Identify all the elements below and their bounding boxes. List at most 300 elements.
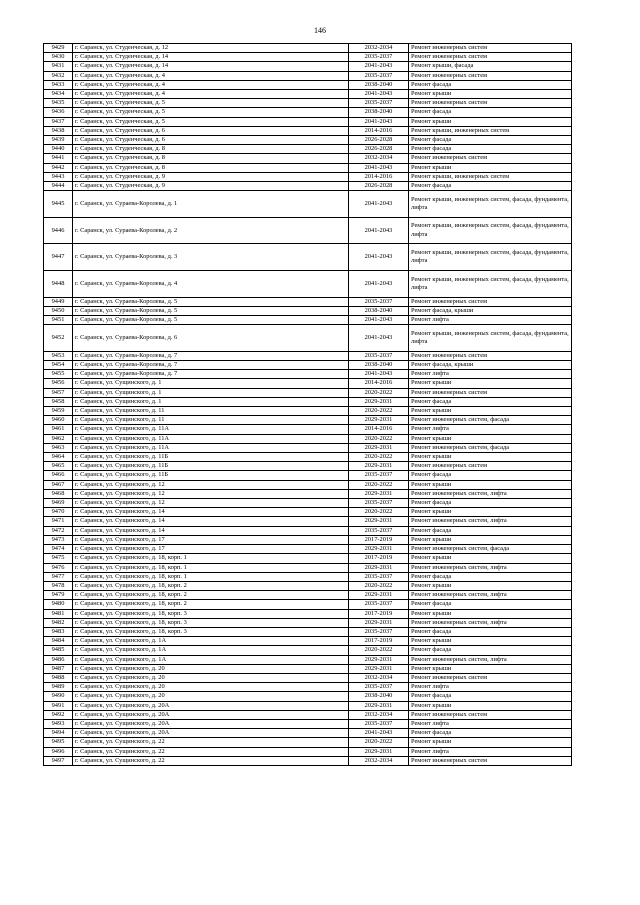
work-type-cell: Ремонт фасада — [409, 108, 572, 117]
table-row — [44, 217, 572, 244]
row-number-cell: 9468 — [44, 489, 73, 498]
period-cell: 2029-2031 — [349, 618, 409, 627]
work-type-cell: Ремонт инженерных систем, лифта — [409, 489, 572, 498]
table-row — [44, 591, 572, 600]
address-cell: г. Саранск, ул. Сущинского, д. 17 — [73, 535, 349, 544]
row-number-cell: 9484 — [44, 637, 73, 646]
work-type-cell: Ремонт лифта — [409, 370, 572, 379]
address-cell: г. Саранск, ул. Сущинского, д. 18, корп. 2 — [73, 591, 349, 600]
table-row — [44, 545, 572, 554]
address-cell: г. Саранск, ул. Сущинского, д. 18, корп. 1 — [73, 563, 349, 572]
address-cell: г. Саранск, ул. Сущинского, д. 11А — [73, 434, 349, 443]
work-type-cell: Ремонт инженерных систем, лифта — [409, 563, 572, 572]
address-cell: г. Саранск, ул. Студенческая, д. 14 — [73, 62, 349, 71]
address-cell: г. Саранск, ул. Сущинского, д. 22 — [73, 756, 349, 765]
table-row — [44, 172, 572, 181]
work-type-cell: Ремонт фасада — [409, 692, 572, 701]
address-cell: г. Саранск, ул. Сущинского, д. 18, корп. 1 — [73, 554, 349, 563]
period-cell: 2035-2037 — [349, 572, 409, 581]
work-type-cell: Ремонт лифта — [409, 316, 572, 325]
table-row — [44, 453, 572, 462]
address-cell: г. Саранск, ул. Студенческая, д. 4 — [73, 90, 349, 99]
address-cell: г. Саранск, ул. Сущинского, д. 18, корп. 3 — [73, 627, 349, 636]
row-number-cell: 9467 — [44, 480, 73, 489]
row-number-cell: 9438 — [44, 126, 73, 135]
table-row — [44, 244, 572, 271]
work-type-cell: Ремонт фасада — [409, 729, 572, 738]
row-number-cell: 9430 — [44, 53, 73, 62]
work-type-cell: Ремонт крыши — [409, 117, 572, 126]
table-row — [44, 609, 572, 618]
table-row — [44, 729, 572, 738]
table-row — [44, 480, 572, 489]
work-type-cell: Ремонт фасада — [409, 182, 572, 191]
period-cell: 2032-2034 — [349, 710, 409, 719]
work-type-cell: Ремонт фасада — [409, 80, 572, 89]
table-row — [44, 117, 572, 126]
row-number-cell: 9451 — [44, 316, 73, 325]
address-cell: г. Саранск, ул. Сущинского, д. 22 — [73, 738, 349, 747]
period-cell: 2029-2031 — [349, 545, 409, 554]
address-cell: г. Саранск, ул. Сущинского, д. 20А — [73, 710, 349, 719]
address-cell: г. Саранск, ул. Сураева-Королева, д. 1 — [73, 191, 349, 218]
work-type-cell: Ремонт инженерных систем — [409, 71, 572, 80]
row-number-cell: 9472 — [44, 526, 73, 535]
table-row — [44, 673, 572, 682]
address-cell: г. Саранск, ул. Сущинского, д. 14 — [73, 526, 349, 535]
address-cell: г. Саранск, ул. Сураева-Королева, д. 5 — [73, 316, 349, 325]
work-type-cell: Ремонт инженерных систем — [409, 99, 572, 108]
period-cell: 2041-2043 — [349, 370, 409, 379]
table-row — [44, 600, 572, 609]
address-cell: г. Саранск, ул. Студенческая, д. 5 — [73, 117, 349, 126]
table-row — [44, 351, 572, 360]
work-type-cell: Ремонт фасада — [409, 646, 572, 655]
row-number-cell: 9455 — [44, 370, 73, 379]
work-type-cell: Ремонт инженерных систем, фасада — [409, 443, 572, 452]
row-number-cell: 9432 — [44, 71, 73, 80]
address-cell: г. Саранск, ул. Сураева-Королева, д. 4 — [73, 271, 349, 298]
table-row — [44, 80, 572, 89]
address-cell: г. Саранск, ул. Сущинского, д. 20А — [73, 719, 349, 728]
table-row — [44, 655, 572, 664]
table-row — [44, 443, 572, 452]
address-cell: г. Саранск, ул. Студенческая, д. 9 — [73, 182, 349, 191]
period-cell: 2029-2031 — [349, 591, 409, 600]
row-number-cell: 9475 — [44, 554, 73, 563]
row-number-cell: 9493 — [44, 719, 73, 728]
address-cell: г. Саранск, ул. Сущинского, д. 11 — [73, 416, 349, 425]
period-cell: 2020-2022 — [349, 646, 409, 655]
table-row — [44, 572, 572, 581]
work-type-cell: Ремонт инженерных систем, лифта — [409, 591, 572, 600]
work-type-cell: Ремонт крыши, инженерных систем — [409, 126, 572, 135]
row-number-cell: 9478 — [44, 581, 73, 590]
period-cell: 2029-2031 — [349, 517, 409, 526]
table-row — [44, 297, 572, 306]
address-cell: г. Саранск, ул. Сураева-Королева, д. 7 — [73, 361, 349, 370]
table-row — [44, 471, 572, 480]
row-number-cell: 9491 — [44, 701, 73, 710]
address-cell: г. Саранск, ул. Сущинского, д. 12 — [73, 489, 349, 498]
work-type-cell: Ремонт крыши — [409, 434, 572, 443]
row-number-cell: 9466 — [44, 471, 73, 480]
period-cell: 2020-2022 — [349, 738, 409, 747]
work-type-cell: Ремонт инженерных систем — [409, 756, 572, 765]
row-number-cell: 9462 — [44, 434, 73, 443]
row-number-cell: 9454 — [44, 361, 73, 370]
table-row — [44, 563, 572, 572]
work-type-cell: Ремонт крыши — [409, 480, 572, 489]
table-row — [44, 508, 572, 517]
period-cell: 2041-2043 — [349, 729, 409, 738]
work-type-cell: Ремонт инженерных систем — [409, 388, 572, 397]
repair-schedule-table — [43, 43, 572, 766]
period-cell: 2041-2043 — [349, 316, 409, 325]
row-number-cell: 9483 — [44, 627, 73, 636]
work-type-cell: Ремонт крыши — [409, 163, 572, 172]
work-type-cell: Ремонт крыши — [409, 637, 572, 646]
address-cell: г. Саранск, ул. Студенческая, д. 9 — [73, 172, 349, 181]
address-cell: г. Саранск, ул. Сущинского, д. 12 — [73, 480, 349, 489]
period-cell: 2032-2034 — [349, 154, 409, 163]
table-row — [44, 462, 572, 471]
row-number-cell: 9469 — [44, 499, 73, 508]
period-cell: 2014-2016 — [349, 425, 409, 434]
period-cell: 2035-2037 — [349, 351, 409, 360]
address-cell: г. Саранск, ул. Сураева-Королева, д. 7 — [73, 351, 349, 360]
period-cell: 2035-2037 — [349, 53, 409, 62]
address-cell: г. Саранск, ул. Студенческая, д. 8 — [73, 163, 349, 172]
address-cell: г. Саранск, ул. Сущинского, д. 11Б — [73, 471, 349, 480]
row-number-cell: 9452 — [44, 325, 73, 352]
table-row — [44, 154, 572, 163]
row-number-cell: 9456 — [44, 379, 73, 388]
row-number-cell: 9450 — [44, 306, 73, 315]
row-number-cell: 9446 — [44, 217, 73, 244]
period-cell: 2038-2040 — [349, 692, 409, 701]
work-type-cell: Ремонт крыши — [409, 90, 572, 99]
table-row — [44, 692, 572, 701]
address-cell: г. Саранск, ул. Сущинского, д. 22 — [73, 747, 349, 756]
row-number-cell: 9497 — [44, 756, 73, 765]
address-cell: г. Саранск, ул. Студенческая, д. 4 — [73, 71, 349, 80]
period-cell: 2041-2043 — [349, 217, 409, 244]
period-cell: 2041-2043 — [349, 191, 409, 218]
page-number: 146 — [314, 26, 326, 35]
row-number-cell: 9486 — [44, 655, 73, 664]
work-type-cell: Ремонт крыши — [409, 701, 572, 710]
address-cell: г. Саранск, ул. Сущинского, д. 1А — [73, 655, 349, 664]
row-number-cell: 9474 — [44, 545, 73, 554]
row-number-cell: 9488 — [44, 673, 73, 682]
table-row — [44, 90, 572, 99]
row-number-cell: 9490 — [44, 692, 73, 701]
address-cell: г. Саранск, ул. Сураева-Королева, д. 5 — [73, 297, 349, 306]
period-cell: 2026-2028 — [349, 136, 409, 145]
period-cell: 2029-2031 — [349, 416, 409, 425]
work-type-cell: Ремонт крыши, инженерных систем, фасада, фундамента, лифта — [409, 217, 572, 244]
row-number-cell: 9447 — [44, 244, 73, 271]
work-type-cell: Ремонт крыши, инженерных систем — [409, 172, 572, 181]
work-type-cell: Ремонт фасада — [409, 397, 572, 406]
address-cell: г. Саранск, ул. Студенческая, д. 12 — [73, 44, 349, 53]
work-type-cell: Ремонт крыши, фасада — [409, 62, 572, 71]
work-type-cell: Ремонт инженерных систем — [409, 297, 572, 306]
row-number-cell: 9479 — [44, 591, 73, 600]
period-cell: 2029-2031 — [349, 655, 409, 664]
address-cell: г. Саранск, ул. Студенческая, д. 5 — [73, 99, 349, 108]
work-type-cell: Ремонт фасада, крыши — [409, 306, 572, 315]
period-cell: 2041-2043 — [349, 271, 409, 298]
table-row — [44, 489, 572, 498]
period-cell: 2035-2037 — [349, 499, 409, 508]
work-type-cell: Ремонт крыши — [409, 609, 572, 618]
row-number-cell: 9434 — [44, 90, 73, 99]
table-row — [44, 271, 572, 298]
period-cell: 2020-2022 — [349, 407, 409, 416]
address-cell: г. Саранск, ул. Сущинского, д. 18, корп. 2 — [73, 600, 349, 609]
address-cell: г. Саранск, ул. Сущинского, д. 14 — [73, 508, 349, 517]
table-row — [44, 683, 572, 692]
address-cell: г. Саранск, ул. Сущинского, д. 1 — [73, 397, 349, 406]
row-number-cell: 9487 — [44, 664, 73, 673]
work-type-cell: Ремонт крыши, инженерных систем, фасада, фундамента, лифта — [409, 191, 572, 218]
period-cell: 2029-2031 — [349, 563, 409, 572]
work-type-cell: Ремонт лифта — [409, 683, 572, 692]
table-row — [44, 53, 572, 62]
work-type-cell: Ремонт фасада — [409, 136, 572, 145]
table-row — [44, 554, 572, 563]
table-row — [44, 325, 572, 352]
row-number-cell: 9457 — [44, 388, 73, 397]
period-cell: 2032-2034 — [349, 44, 409, 53]
period-cell: 2041-2043 — [349, 117, 409, 126]
table-row — [44, 163, 572, 172]
period-cell: 2017-2019 — [349, 554, 409, 563]
period-cell: 2035-2037 — [349, 471, 409, 480]
table-row — [44, 738, 572, 747]
address-cell: г. Саранск, ул. Студенческая, д. 4 — [73, 80, 349, 89]
work-type-cell: Ремонт инженерных систем, лифта — [409, 655, 572, 664]
period-cell: 2020-2022 — [349, 508, 409, 517]
table-row — [44, 99, 572, 108]
work-type-cell: Ремонт инженерных систем, фасада — [409, 545, 572, 554]
table-row — [44, 316, 572, 325]
address-cell: г. Саранск, ул. Сущинского, д. 18, корп. 3 — [73, 609, 349, 618]
row-number-cell: 9437 — [44, 117, 73, 126]
address-cell: г. Саранск, ул. Сущинского, д. 11А — [73, 425, 349, 434]
address-cell: г. Саранск, ул. Сущинского, д. 20А — [73, 701, 349, 710]
row-number-cell: 9495 — [44, 738, 73, 747]
period-cell: 2029-2031 — [349, 664, 409, 673]
work-type-cell: Ремонт инженерных систем — [409, 53, 572, 62]
table-row — [44, 517, 572, 526]
address-cell: г. Саранск, ул. Студенческая, д. 5 — [73, 108, 349, 117]
period-cell: 2014-2016 — [349, 379, 409, 388]
row-number-cell: 9476 — [44, 563, 73, 572]
address-cell: г. Саранск, ул. Сущинского, д. 18, корп. 2 — [73, 581, 349, 590]
table-row — [44, 397, 572, 406]
table-row — [44, 71, 572, 80]
work-type-cell: Ремонт инженерных систем — [409, 351, 572, 360]
table-row — [44, 747, 572, 756]
period-cell: 2035-2037 — [349, 627, 409, 636]
address-cell: г. Саранск, ул. Сураева-Королева, д. 2 — [73, 217, 349, 244]
work-type-cell: Ремонт инженерных систем — [409, 44, 572, 53]
table-row — [44, 646, 572, 655]
address-cell: г. Саранск, ул. Студенческая, д. 6 — [73, 136, 349, 145]
period-cell: 2035-2037 — [349, 99, 409, 108]
period-cell: 2014-2016 — [349, 126, 409, 135]
table-row — [44, 182, 572, 191]
table-row — [44, 416, 572, 425]
table-row — [44, 379, 572, 388]
period-cell: 2041-2043 — [349, 163, 409, 172]
period-cell: 2029-2031 — [349, 747, 409, 756]
address-cell: г. Саранск, ул. Сураева-Королева, д. 6 — [73, 325, 349, 352]
row-number-cell: 9459 — [44, 407, 73, 416]
table-row — [44, 44, 572, 53]
row-number-cell: 9436 — [44, 108, 73, 117]
work-type-cell: Ремонт инженерных систем, фасада — [409, 416, 572, 425]
period-cell: 2041-2043 — [349, 90, 409, 99]
work-type-cell: Ремонт инженерных систем, лифта — [409, 618, 572, 627]
address-cell: г. Саранск, ул. Сущинского, д. 11Б — [73, 453, 349, 462]
table-row — [44, 136, 572, 145]
work-type-cell: Ремонт фасада — [409, 145, 572, 154]
table-row — [44, 701, 572, 710]
table-row — [44, 191, 572, 218]
work-type-cell: Ремонт крыши — [409, 508, 572, 517]
period-cell: 2038-2040 — [349, 108, 409, 117]
address-cell: г. Саранск, ул. Сущинского, д. 11А — [73, 443, 349, 452]
address-cell: г. Саранск, ул. Сущинского, д. 14 — [73, 517, 349, 526]
table-row — [44, 62, 572, 71]
work-type-cell: Ремонт крыши, инженерных систем, фасада, фундамента, лифта — [409, 271, 572, 298]
table-row — [44, 425, 572, 434]
row-number-cell: 9433 — [44, 80, 73, 89]
table-row — [44, 388, 572, 397]
table-row — [44, 434, 572, 443]
work-type-cell: Ремонт инженерных систем — [409, 462, 572, 471]
table-row — [44, 719, 572, 728]
row-number-cell: 9460 — [44, 416, 73, 425]
row-number-cell: 9463 — [44, 443, 73, 452]
period-cell: 2026-2028 — [349, 182, 409, 191]
work-type-cell: Ремонт фасада — [409, 572, 572, 581]
row-number-cell: 9477 — [44, 572, 73, 581]
period-cell: 2020-2022 — [349, 434, 409, 443]
table-row — [44, 526, 572, 535]
period-cell: 2029-2031 — [349, 701, 409, 710]
row-number-cell: 9458 — [44, 397, 73, 406]
period-cell: 2029-2031 — [349, 397, 409, 406]
period-cell: 2020-2022 — [349, 581, 409, 590]
table-row — [44, 756, 572, 765]
address-cell: г. Саранск, ул. Сущинского, д. 20 — [73, 664, 349, 673]
address-cell: г. Саранск, ул. Студенческая, д. 14 — [73, 53, 349, 62]
work-type-cell: Ремонт фасада — [409, 526, 572, 535]
row-number-cell: 9482 — [44, 618, 73, 627]
row-number-cell: 9496 — [44, 747, 73, 756]
address-cell: г. Саранск, ул. Сущинского, д. 20А — [73, 729, 349, 738]
work-type-cell: Ремонт крыши — [409, 535, 572, 544]
period-cell: 2035-2037 — [349, 71, 409, 80]
address-cell: г. Саранск, ул. Студенческая, д. 8 — [73, 154, 349, 163]
table-row — [44, 627, 572, 636]
address-cell: г. Саранск, ул. Сущинского, д. 20 — [73, 683, 349, 692]
work-type-cell: Ремонт инженерных систем — [409, 154, 572, 163]
address-cell: г. Саранск, ул. Сущинского, д. 17 — [73, 545, 349, 554]
table-body — [44, 44, 572, 766]
address-cell: г. Саранск, ул. Сущинского, д. 11 — [73, 407, 349, 416]
work-type-cell: Ремонт инженерных систем — [409, 710, 572, 719]
period-cell: 2038-2040 — [349, 306, 409, 315]
row-number-cell: 9444 — [44, 182, 73, 191]
row-number-cell: 9439 — [44, 136, 73, 145]
row-number-cell: 9489 — [44, 683, 73, 692]
work-type-cell: Ремонт крыши — [409, 738, 572, 747]
table-row — [44, 306, 572, 315]
work-type-cell: Ремонт крыши — [409, 407, 572, 416]
period-cell: 2020-2022 — [349, 388, 409, 397]
work-type-cell: Ремонт крыши — [409, 379, 572, 388]
row-number-cell: 9443 — [44, 172, 73, 181]
table-row — [44, 710, 572, 719]
period-cell: 2029-2031 — [349, 462, 409, 471]
row-number-cell: 9435 — [44, 99, 73, 108]
period-cell: 2017-2019 — [349, 609, 409, 618]
period-cell: 2038-2040 — [349, 361, 409, 370]
period-cell: 2020-2022 — [349, 453, 409, 462]
work-type-cell: Ремонт фасада — [409, 499, 572, 508]
address-cell: г. Саранск, ул. Сущинского, д. 11Б — [73, 462, 349, 471]
row-number-cell: 9473 — [44, 535, 73, 544]
row-number-cell: 9464 — [44, 453, 73, 462]
period-cell: 2035-2037 — [349, 297, 409, 306]
row-number-cell: 9461 — [44, 425, 73, 434]
row-number-cell: 9449 — [44, 297, 73, 306]
period-cell: 2032-2034 — [349, 756, 409, 765]
address-cell: г. Саранск, ул. Студенческая, д. 8 — [73, 145, 349, 154]
table-row — [44, 618, 572, 627]
row-number-cell: 9480 — [44, 600, 73, 609]
period-cell: 2041-2043 — [349, 325, 409, 352]
table-row — [44, 108, 572, 117]
period-cell: 2035-2037 — [349, 526, 409, 535]
period-cell: 2041-2043 — [349, 62, 409, 71]
period-cell: 2041-2043 — [349, 244, 409, 271]
address-cell: г. Саранск, ул. Сущинского, д. 12 — [73, 499, 349, 508]
row-number-cell: 9440 — [44, 145, 73, 154]
period-cell: 2020-2022 — [349, 480, 409, 489]
period-cell: 2032-2034 — [349, 673, 409, 682]
row-number-cell: 9431 — [44, 62, 73, 71]
work-type-cell: Ремонт инженерных систем — [409, 673, 572, 682]
address-cell: г. Саранск, ул. Сущинского, д. 20 — [73, 673, 349, 682]
work-type-cell: Ремонт крыши — [409, 581, 572, 590]
work-type-cell: Ремонт лифта — [409, 719, 572, 728]
table-row — [44, 499, 572, 508]
address-cell: г. Саранск, ул. Сущинского, д. 20 — [73, 692, 349, 701]
period-cell: 2038-2040 — [349, 80, 409, 89]
period-cell: 2029-2031 — [349, 489, 409, 498]
work-type-cell: Ремонт инженерных систем, лифта — [409, 517, 572, 526]
row-number-cell: 9471 — [44, 517, 73, 526]
period-cell: 2035-2037 — [349, 719, 409, 728]
row-number-cell: 9465 — [44, 462, 73, 471]
